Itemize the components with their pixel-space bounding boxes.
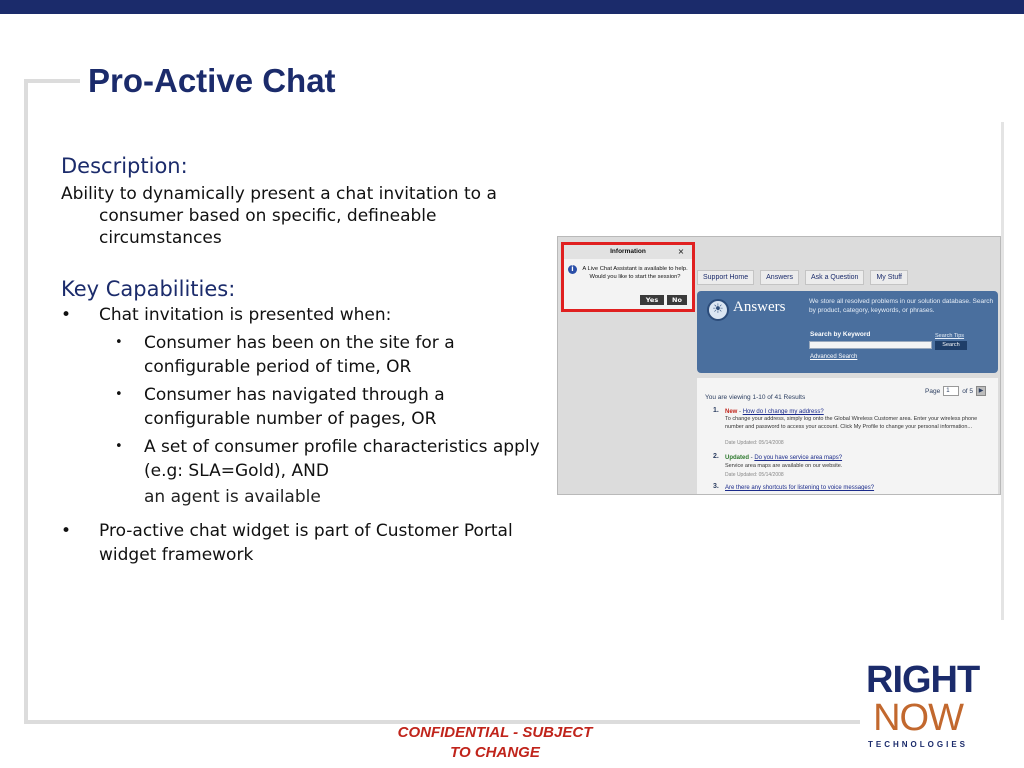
portal-nav — [697, 270, 908, 285]
description-heading: Description: — [61, 154, 188, 178]
logo-now-text: NOW — [873, 697, 963, 739]
search-button[interactable]: Search — [935, 341, 967, 350]
result-summary: To change your address, simply log onto the Global Wireless Customer area. Enter your wireless phone number and password to access your account. Click My Profile to change your personal information... — [725, 416, 978, 430]
tab-my-stuff[interactable]: My Stuff — [870, 270, 908, 285]
lightbulb-icon: ☀ — [707, 299, 729, 321]
tag-separator: - — [749, 455, 755, 461]
close-icon[interactable]: × — [677, 247, 685, 256]
chat-invitation-popup — [561, 242, 695, 312]
sub-bullet-item — [61, 331, 553, 379]
bullet-icon: • — [115, 335, 123, 350]
sub-bullet-item — [61, 383, 553, 431]
no-button[interactable]: No — [667, 295, 687, 305]
next-page-icon[interactable]: ▶ — [976, 386, 986, 396]
result-number: 3. — [713, 483, 719, 490]
sub-bullet-text: A set of consumer profile characteristics apply (e.g: SLA=Gold), AND — [144, 437, 540, 481]
bullet-item — [61, 303, 553, 327]
page-label: Page — [925, 387, 941, 395]
capabilities-heading: Key Capabilities: — [61, 277, 236, 301]
top-banner — [0, 0, 1024, 14]
tab-answers[interactable]: Answers — [760, 270, 799, 285]
result-number: 1. — [713, 407, 719, 414]
result-title — [725, 484, 995, 492]
bullet-text: Chat invitation is presented when: — [99, 305, 392, 325]
confidential-footer — [350, 723, 640, 763]
result-date: Date Updated: 05/14/2008 — [725, 440, 784, 446]
tab-ask-a-question[interactable]: Ask a Question — [805, 270, 864, 285]
answers-search-panel — [697, 291, 998, 373]
slide-body — [61, 152, 553, 567]
result-number: 2. — [713, 453, 719, 460]
updated-badge: Updated — [725, 455, 749, 461]
popup-title: Information — [564, 245, 692, 259]
result-title — [725, 408, 995, 416]
tag-separator: - — [737, 409, 743, 415]
info-icon: i — [568, 265, 577, 274]
logo-right-text: RIGHT — [866, 659, 980, 701]
yes-button[interactable]: Yes — [640, 295, 664, 305]
page-select[interactable]: 1 — [943, 386, 959, 396]
tab-support-home[interactable]: Support Home — [697, 270, 754, 285]
page-of-label: of 5 — [962, 387, 974, 395]
footer-line-2: TO CHANGE — [450, 744, 540, 761]
sub-bullet-text: Consumer has navigated through a configurable number of pages, OR — [144, 385, 445, 429]
search-label: Search by Keyword — [810, 331, 871, 338]
logo-subtitle: TECHNOLOGIES — [867, 740, 968, 749]
answers-title: Answers — [733, 299, 786, 315]
description-text: Ability to dynamically present a chat invitation to a consumer based on specific, defineable circumstances — [61, 184, 497, 248]
sub-bullet-continuation: an agent is available — [144, 487, 321, 507]
new-badge: New — [725, 409, 738, 415]
sub-bullet-text: Consumer has been on the site for a configurable period of time, OR — [144, 333, 455, 377]
result-summary: Service area maps are available on our website. — [725, 463, 843, 469]
result-title — [725, 454, 995, 462]
bullet-item — [61, 519, 553, 567]
results-panel — [697, 378, 998, 495]
result-link[interactable]: Do you have service area maps? — [754, 455, 843, 461]
bullet-icon: • — [115, 387, 123, 402]
search-tips-link[interactable]: Search Tips — [935, 333, 965, 339]
bullet-text: Pro-active chat widget is part of Customer Portal widget framework — [99, 521, 513, 565]
slide-title: Pro-Active Chat — [88, 62, 336, 99]
result-link[interactable]: How do I change my address? — [742, 409, 824, 415]
rightnow-logo — [866, 659, 980, 749]
result-link[interactable]: Are there any shortcuts for listening to voice messages? — [725, 485, 875, 491]
pager — [925, 386, 986, 396]
search-input[interactable] — [809, 341, 932, 349]
footer-line-1: CONFIDENTIAL - SUBJECT — [397, 724, 593, 741]
results-count: You are viewing 1-10 of 41 Results — [705, 394, 806, 401]
popup-message: A Live Chat Assistant is available to help. Would you like to start the session? — [582, 266, 688, 280]
bullet-icon: • — [115, 439, 123, 454]
frame-line-top — [24, 79, 80, 83]
advanced-search-link[interactable]: Advanced Search — [810, 354, 858, 360]
result-date: Date Updated: 05/14/2008 — [725, 472, 784, 478]
frame-line-right — [1001, 122, 1004, 620]
answers-description: We store all resolved problems in our solution database. Search by product, category, keywords, or phrases. — [809, 298, 994, 314]
frame-line-left — [24, 79, 28, 724]
bullet-icon: • — [61, 305, 72, 325]
bullet-icon: • — [61, 521, 72, 541]
sub-bullet-item — [61, 435, 553, 483]
